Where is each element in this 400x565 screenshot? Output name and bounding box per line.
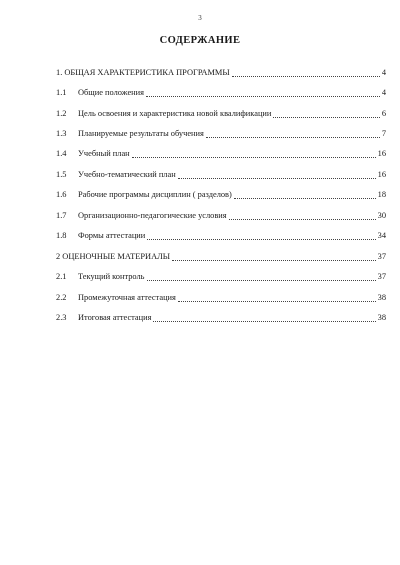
toc-entry-label: Промежуточная аттестация	[78, 293, 176, 302]
page-number: 3	[198, 14, 202, 22]
toc-entry-page: 6	[381, 109, 386, 118]
toc-entry-page: 34	[377, 231, 386, 240]
toc-entry-page: 4	[381, 68, 386, 77]
toc-entry	[56, 190, 386, 202]
toc-entry	[56, 88, 386, 100]
toc-entry-label: Итоговая аттестация	[78, 313, 152, 322]
toc-entry-page: 4	[381, 88, 386, 97]
toc-leader-dots	[229, 218, 376, 220]
toc-entry	[56, 170, 386, 182]
toc-leader-dots	[206, 136, 380, 138]
toc-entry-number: 1.6	[56, 190, 67, 199]
toc-entry-page: 16	[377, 170, 386, 179]
toc-entry-page: 38	[377, 313, 386, 322]
toc-entry	[56, 231, 386, 243]
toc-entry	[56, 211, 386, 223]
toc-entry-page: 30	[377, 211, 386, 220]
toc-leader-dots	[147, 238, 375, 240]
toc-entry	[56, 293, 386, 305]
toc-entry-label: 1. ОБЩАЯ ХАРАКТЕРИСТИКА ПРОГРАММЫ	[56, 68, 230, 77]
toc-entry	[56, 109, 386, 121]
toc-entry-number: 1.5	[56, 170, 67, 179]
toc-entry-number: 2.2	[56, 293, 67, 302]
toc-entry-number: 1.7	[56, 211, 67, 220]
toc-leader-dots	[232, 75, 380, 77]
toc-entry-page: 37	[377, 252, 386, 261]
toc-entry-label: Текущий контроль	[78, 272, 145, 281]
toc-entry-label: Учебно-тематический план	[78, 170, 176, 179]
toc-leader-dots	[273, 116, 379, 118]
toc-entry	[56, 68, 386, 80]
toc-leader-dots	[172, 259, 376, 261]
toc-entry-page: 18	[377, 190, 386, 199]
toc-entry-page: 16	[377, 149, 386, 158]
toc-entry-label: Цель освоения и характеристика новой квалификации	[78, 109, 272, 118]
toc-entry	[56, 272, 386, 284]
toc-entry-label: Планируемые результаты обучения	[78, 129, 204, 138]
toc-entry-number: 1.2	[56, 109, 67, 118]
toc-entry-number: 1.1	[56, 88, 67, 97]
toc-entry-number: 2.3	[56, 313, 67, 322]
toc-entry-label: Общие положения	[78, 88, 144, 97]
page-title: СОДЕРЖАНИЕ	[159, 35, 241, 46]
toc-entry-label: 2 ОЦЕНОЧНЫЕ МАТЕРИАЛЫ	[56, 252, 171, 261]
toc-entry-label: Рабочие программы дисциплин ( разделов)	[78, 190, 232, 199]
toc-entry	[56, 313, 386, 325]
toc-entry	[56, 252, 386, 264]
toc-leader-dots	[146, 95, 380, 97]
toc-entry-number: 2.1	[56, 272, 67, 281]
toc-leader-dots	[178, 177, 376, 179]
toc-entry-number: 1.3	[56, 129, 67, 138]
toc-entry-page: 7	[381, 129, 386, 138]
toc-entry-label: Формы аттестации	[78, 231, 146, 240]
toc-entry	[56, 149, 386, 161]
toc-entry-page: 38	[377, 293, 386, 302]
toc-leader-dots	[153, 320, 375, 322]
toc-leader-dots	[132, 156, 376, 158]
toc-entry	[56, 129, 386, 141]
toc-leader-dots	[234, 197, 376, 199]
toc-leader-dots	[147, 279, 376, 281]
toc-entry-label: Учебный план	[78, 149, 130, 158]
toc-leader-dots	[178, 300, 376, 302]
toc-entry-number: 1.8	[56, 231, 67, 240]
toc-entry-label: Организационно-педагогические условия	[78, 211, 227, 220]
toc-entry-number: 1.4	[56, 149, 67, 158]
toc-entry-page: 37	[377, 272, 386, 281]
